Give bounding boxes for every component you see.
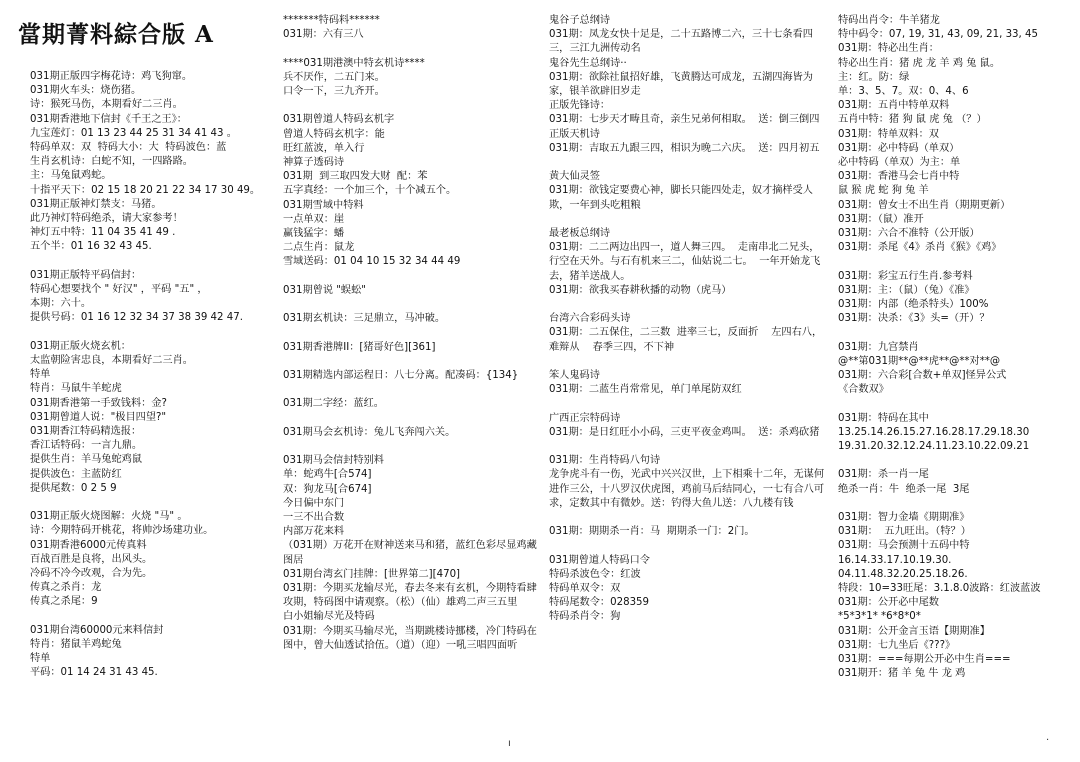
text-line: 此乃神灯特码绝杀，请大家参考！ <box>30 213 183 225</box>
text-line: 031期：内部（绝杀特头）100% <box>838 299 989 311</box>
text-line: 最老板总纲诗 <box>549 228 611 240</box>
text-line <box>283 298 541 312</box>
text-line: 031期：特必出生肖： <box>838 43 939 55</box>
text-line: 031期香港牌II：[猪哥好色][361] <box>283 341 436 353</box>
text-line: 特肖：马鼠牛羊蛇虎 <box>30 383 122 395</box>
text-line: 031期：生肖特码八句诗 <box>549 455 661 467</box>
text-line: 赢钱猛字：蟠 <box>283 228 345 240</box>
text-line: 内部万花来料 <box>283 526 345 538</box>
text-line: 031期：六合不准特（公开版） <box>838 228 980 240</box>
text-line: 黄大仙灵签 <box>549 171 600 183</box>
text-line: 031期：五肖中特单双料 <box>838 100 950 112</box>
text-line: 031期：七九坐后《???》 <box>838 639 956 651</box>
text-line: 031期：香港马会七肖中特 <box>838 171 960 183</box>
text-line: 特码杀波色令：红波 <box>549 568 641 580</box>
text-line: 031期：二五保住，二三数 进率三七，反面折 左四右八，难辩从 春季三四，不下神 <box>549 327 823 353</box>
text-line: 一三不出合数 <box>283 511 345 523</box>
text-line: 031期：彩宝五行生肖.参考料 <box>838 270 973 282</box>
text-line: 031期：===每期公开必中生肖=== <box>838 654 1011 666</box>
scan-mark: · <box>1046 735 1050 746</box>
text-line: 031期： 五九旺出。（特？） <box>838 526 971 538</box>
text-line: 提供生肖：羊马兔蛇鸡鼠 <box>30 454 143 466</box>
text-line: 031期曾道人特码玄机字 <box>283 114 395 126</box>
text-line <box>549 539 825 553</box>
column-4 <box>838 14 1074 681</box>
text-line: 13.25.14.26.15.27.16.28.17.29.18.30 <box>838 426 1030 438</box>
text-line: 一点单双：崖 <box>283 213 345 225</box>
text-line: 本期：六十。 <box>30 298 92 310</box>
text-line: 传真之杀尾：9 <box>30 596 98 608</box>
text-line: 传真之杀肖：龙 <box>30 582 102 594</box>
text-line: 百战百胜是良将，出风头。 <box>30 553 153 565</box>
text-line: 031期火车头：烧伤猪。 <box>30 85 142 97</box>
text-line: 兵不厌作，二五门来。 <box>283 71 385 83</box>
text-line: 单：3、5、7。双：0、4、6 <box>838 86 969 98</box>
text-line: 031期：二蓝生肖常常见，单门单尾防双红 <box>549 384 742 396</box>
text-line: 16.14.33.17.10.19.30. <box>838 554 952 566</box>
text-line: 031期正版特平码信封： <box>30 269 142 281</box>
text-line: 031期：公开必中尾数 <box>838 597 939 609</box>
text-line: 提供尾数：0 2 5 9 <box>30 482 117 494</box>
text-line: 太监朝险害忠良，本期看好二三肖。 <box>30 355 193 367</box>
text-line: 特中码令：07, 19, 31, 43, 09, 21, 33, 45 <box>838 29 1038 41</box>
text-line: 特码单双：双 特码大小：大 特码波色：蓝 <box>30 142 227 154</box>
text-line: 19.31.20.32.12.24.11.23.10.22.09.21 <box>838 441 1030 453</box>
text-line: 笨人鬼码诗 <box>549 370 600 382</box>
text-line: 031期：马会预测十五码中特 <box>838 540 970 552</box>
text-line: 龙争虎斗有一伤，光武中兴兴汉世，上下相乘十二年，无谋何进作三公，十八罗汉伏虎图，鸡前马后结同心，一七有合八可求，定数其中有微妙。送：钓得大鱼儿送：八九楼有钱 <box>549 469 825 509</box>
text-line <box>30 255 270 269</box>
text-line: ****031期港澳中特玄机诗**** <box>283 57 425 69</box>
text-line <box>838 255 1074 269</box>
text-line: 031期：公开金言玉语【期期准】 <box>838 625 990 637</box>
text-line: 031期香港地下信封《千王之王》： <box>30 113 187 125</box>
text-line: 《合数双》 <box>838 384 889 396</box>
text-line: 二点生肖：鼠龙 <box>283 242 355 254</box>
text-line: 031期：特码在其中 <box>838 412 929 424</box>
text-line: 旺红蓝波，单入行 <box>283 142 365 154</box>
text-line: 031期曾道人特码口令 <box>549 554 650 566</box>
text-line: 生肖玄机诗：白蛇不知，一四路路。 <box>30 156 193 168</box>
text-line: 031期：是日红旺小小码，三吏平夜金鸡叫。 送：杀鸡砍猪 <box>549 426 820 438</box>
text-line: *5*3*1* *6*8*0* <box>838 611 921 623</box>
text-line: 特单 <box>30 653 51 665</box>
text-line <box>549 298 825 312</box>
text-line: 特码杀肖令：狗 <box>549 611 621 623</box>
column-1 <box>30 70 270 681</box>
text-line: 031期：今期买龙输尽光，春去冬来有玄机，今期特看肆攻期，特码图中请观察。（松）（仙）雄鸡二声三五里 <box>283 582 537 609</box>
text-line: 031期曾说 "蜈蚣" <box>283 284 366 296</box>
text-line: 031期曾道人说："极目四望?" <box>30 411 167 423</box>
text-line: 今日偏中东门 <box>283 497 345 509</box>
text-line <box>549 156 825 170</box>
text-line: 031期玄机诀：三足鼎立，马冲破。 <box>283 313 446 325</box>
text-line: 主：红。防：绿 <box>838 71 910 83</box>
text-line: 正版天机诗 <box>549 128 600 140</box>
text-line <box>283 383 541 397</box>
text-line: 031期：主：（鼠）（兔）《准》 <box>838 284 975 296</box>
text-line: 031期精选内部运程日：八七分离。配凑码：{134} <box>283 369 519 381</box>
text-line: 031期：二二两边出四一，道人舞三四。 走南串北二兄头，行空在天外。与石有机来三二，仙姑说二七。 一年开始龙飞去，猪羊送战人。 <box>549 242 821 282</box>
text-line: 神灯五中特：11 04 35 41 49 . <box>30 227 176 239</box>
text-line: 031期正版火烧玄机： <box>30 340 131 352</box>
text-line: 台湾六合彩码头诗 <box>549 313 631 325</box>
text-line <box>549 355 825 369</box>
text-line: 031期：欲我买春耕秋播的动物（虎马） <box>549 284 732 296</box>
page-title: 當期菁料綜合版 A <box>18 21 214 48</box>
text-line: 031期二字经：蓝红。 <box>283 398 384 410</box>
text-line: 曾道人特码玄机字：能 <box>283 128 385 140</box>
column-2 <box>283 14 541 653</box>
text-line: @**第031期**@**虎**@**对**@ <box>838 355 1001 367</box>
text-line: 031期香港第一手致钱料：金? <box>30 397 167 409</box>
text-line: 香江话特码：一言九鼎。 <box>30 440 143 452</box>
text-line: 031期：决杀：《3》头=（开）？ <box>838 313 990 325</box>
text-line: 白小姐输尽光及特码 <box>283 611 375 623</box>
text-line: 031期：期期杀一肖：马 期期杀一门：2门。 <box>549 526 755 538</box>
text-line: 鼠 猴 虎 蛇 狗 兔 羊 <box>838 185 929 197</box>
text-line: 031期香港6000元传真料 <box>30 539 147 551</box>
text-line <box>283 42 541 56</box>
text-line: 031期：杀尾《4》杀肖《猴》《鸡》 <box>838 242 1002 254</box>
text-line <box>283 326 541 340</box>
text-line: 九宝莲灯：01 13 23 44 25 31 34 41 43 。 <box>30 127 237 139</box>
text-line: *******特码料****** <box>283 15 380 26</box>
text-line: 031期：六有三八 <box>283 29 364 41</box>
text-line: 031期：曾女士不出生肖（期期更新） <box>838 199 1011 211</box>
text-line: 031期：欲除社鼠招好雄，飞黄腾达可成龙，五湖四海皆为家，银羊欲辟旧岁走 <box>549 71 813 98</box>
text-line: 031期：今期买马输尽光，当期跳楼诗挪楼，冷门特码在图中，曾大仙透试拾伍。（道）（迎）一吼三唱四面听 <box>283 625 537 651</box>
column-3 <box>549 14 825 625</box>
text-line: 031期：（鼠）准开 <box>838 213 924 225</box>
text-line: 031期：特单双料：双 <box>838 128 939 140</box>
text-line <box>283 440 541 454</box>
text-line <box>549 440 825 454</box>
text-line: 鬼谷子总纲诗 <box>549 15 611 26</box>
text-line <box>838 397 1074 411</box>
text-line: 广西正宗特码诗 <box>549 412 621 424</box>
text-line <box>838 454 1074 468</box>
text-line: 031期：七步天才畴且奇，亲生兄弟何相取。 送：倒三倒四 <box>549 114 820 126</box>
text-line: 特必出生肖：猪 虎 龙 羊 鸡 兔 鼠。 <box>838 57 1001 69</box>
text-line: 五字真经：一个加三个，十个减五个。 <box>283 185 457 197</box>
text-line: 绝杀一肖：牛 绝杀一尾 3尾 <box>838 483 970 495</box>
text-line: 031期雪域中特料 <box>283 199 364 211</box>
text-line: 031期台湾玄门挂牌：[世界第二][470] <box>283 568 461 580</box>
text-line: 031期：六合彩[合数+单双]怪异公式 <box>838 370 1007 382</box>
text-line: 特码心想要找个 " 好汉" ，平码 "五" ， <box>30 284 208 296</box>
text-line: 五肖中特：猪 狗 鼠 虎 兔 （？） <box>838 114 987 126</box>
text-line <box>30 496 270 510</box>
scan-mark: ı <box>508 738 511 749</box>
text-line: 031期正版四字梅花诗：鸡飞狗窜。 <box>30 71 193 82</box>
text-line: 十指平天下：02 15 18 20 21 22 34 17 30 49。 <box>30 184 261 196</box>
text-line: 特码出肖令：牛羊猪龙 <box>838 15 940 26</box>
text-line: 特肖：猪鼠羊鸡蛇兔 <box>30 639 122 651</box>
text-line: 必中特码（单双）为主：单 <box>838 157 961 169</box>
text-line: 提供波色：主蓝防红 <box>30 468 122 480</box>
text-line: 031期：凤龙女快十足是，二十五路博二六，三十七条看四三，三江九洲传动名 <box>549 29 813 55</box>
text-line: 冷码不冷今改观，合为先。 <box>30 568 153 580</box>
text-line: 鬼谷先生总纲诗·· <box>549 57 627 69</box>
text-line <box>283 99 541 113</box>
text-line: 031期：欲钱定要费心神，脚长只能四处走，奴才摘样受人欺，一年到头吃粗粮 <box>549 185 813 211</box>
text-line: 特单 <box>30 369 51 381</box>
text-line: 特码尾数令：028359 <box>549 597 650 609</box>
text-line: 031期：九宫禁肖 <box>838 341 919 353</box>
text-line: 031期台湾60000元来料信封 <box>30 624 164 636</box>
text-line: 主：马兔鼠鸡蛇。 <box>30 170 112 182</box>
text-line: 031期正版神灯禁支：马猪。 <box>30 198 162 210</box>
text-line: （031期）万花开在财神送来马和猪，蓝红色彩尽显鸡藏图居 <box>283 540 537 566</box>
text-line <box>283 412 541 426</box>
text-line: 031期：吉取五九跟三四，相识为晚二六庆。 送：四月初五 <box>549 142 820 154</box>
text-line: 提供号码：01 16 12 32 34 37 38 39 42 47. <box>30 312 243 324</box>
text-line: 031期：智力金墙《期期准》 <box>838 512 970 524</box>
text-line: 031期香江特码精选报： <box>30 426 142 438</box>
text-line <box>838 326 1074 340</box>
text-line: 031期 到三取四发大财 配：苯 <box>283 171 428 183</box>
text-line <box>30 610 270 624</box>
text-line: 诗：猴死马伤，本期看好二三肖。 <box>30 99 183 111</box>
text-line: 特段：10=33旺尾：3.1.8.0波路：红波蓝波 <box>838 583 1041 595</box>
text-line: 031期：必中特码（单双） <box>838 142 960 154</box>
text-line <box>30 326 270 340</box>
text-line: 口令一下，三九齐开。 <box>283 86 385 97</box>
text-line <box>549 213 825 227</box>
text-line: 双：狗龙马[合674] <box>283 483 372 495</box>
text-line: 平码：01 14 24 31 43 45. <box>30 667 158 679</box>
text-line: 特码单双令：双 <box>549 583 621 594</box>
text-line: 正版先锋诗： <box>549 100 611 112</box>
text-line: 雪域送码：01 04 10 15 32 34 44 49 <box>283 256 461 268</box>
text-line <box>838 497 1074 511</box>
text-line: 神算子透码诗 <box>283 157 345 168</box>
text-line: 031期马会信封特别料 <box>283 455 384 467</box>
text-line: 诗：今期特码开桃花，将帅沙场建功业。 <box>30 525 214 537</box>
text-line <box>549 511 825 525</box>
text-line: 031期开：猪 羊 兔 牛 龙 鸡 <box>838 668 966 680</box>
text-line <box>283 270 541 284</box>
text-line: 04.11.48.32.20.25.18.26. <box>838 568 968 580</box>
text-line: 031期正版火烧图解：火烧 "马" 。 <box>30 511 188 523</box>
text-line: 031期马会玄机诗：兔儿飞奔闯六关。 <box>283 426 456 438</box>
text-line: 单：蛇鸡牛[合574] <box>283 469 372 481</box>
text-line: 五个半：01 16 32 43 45. <box>30 241 152 253</box>
text-line: 031期：杀一肖一尾 <box>838 469 929 481</box>
text-line <box>549 397 825 411</box>
text-line <box>283 355 541 369</box>
